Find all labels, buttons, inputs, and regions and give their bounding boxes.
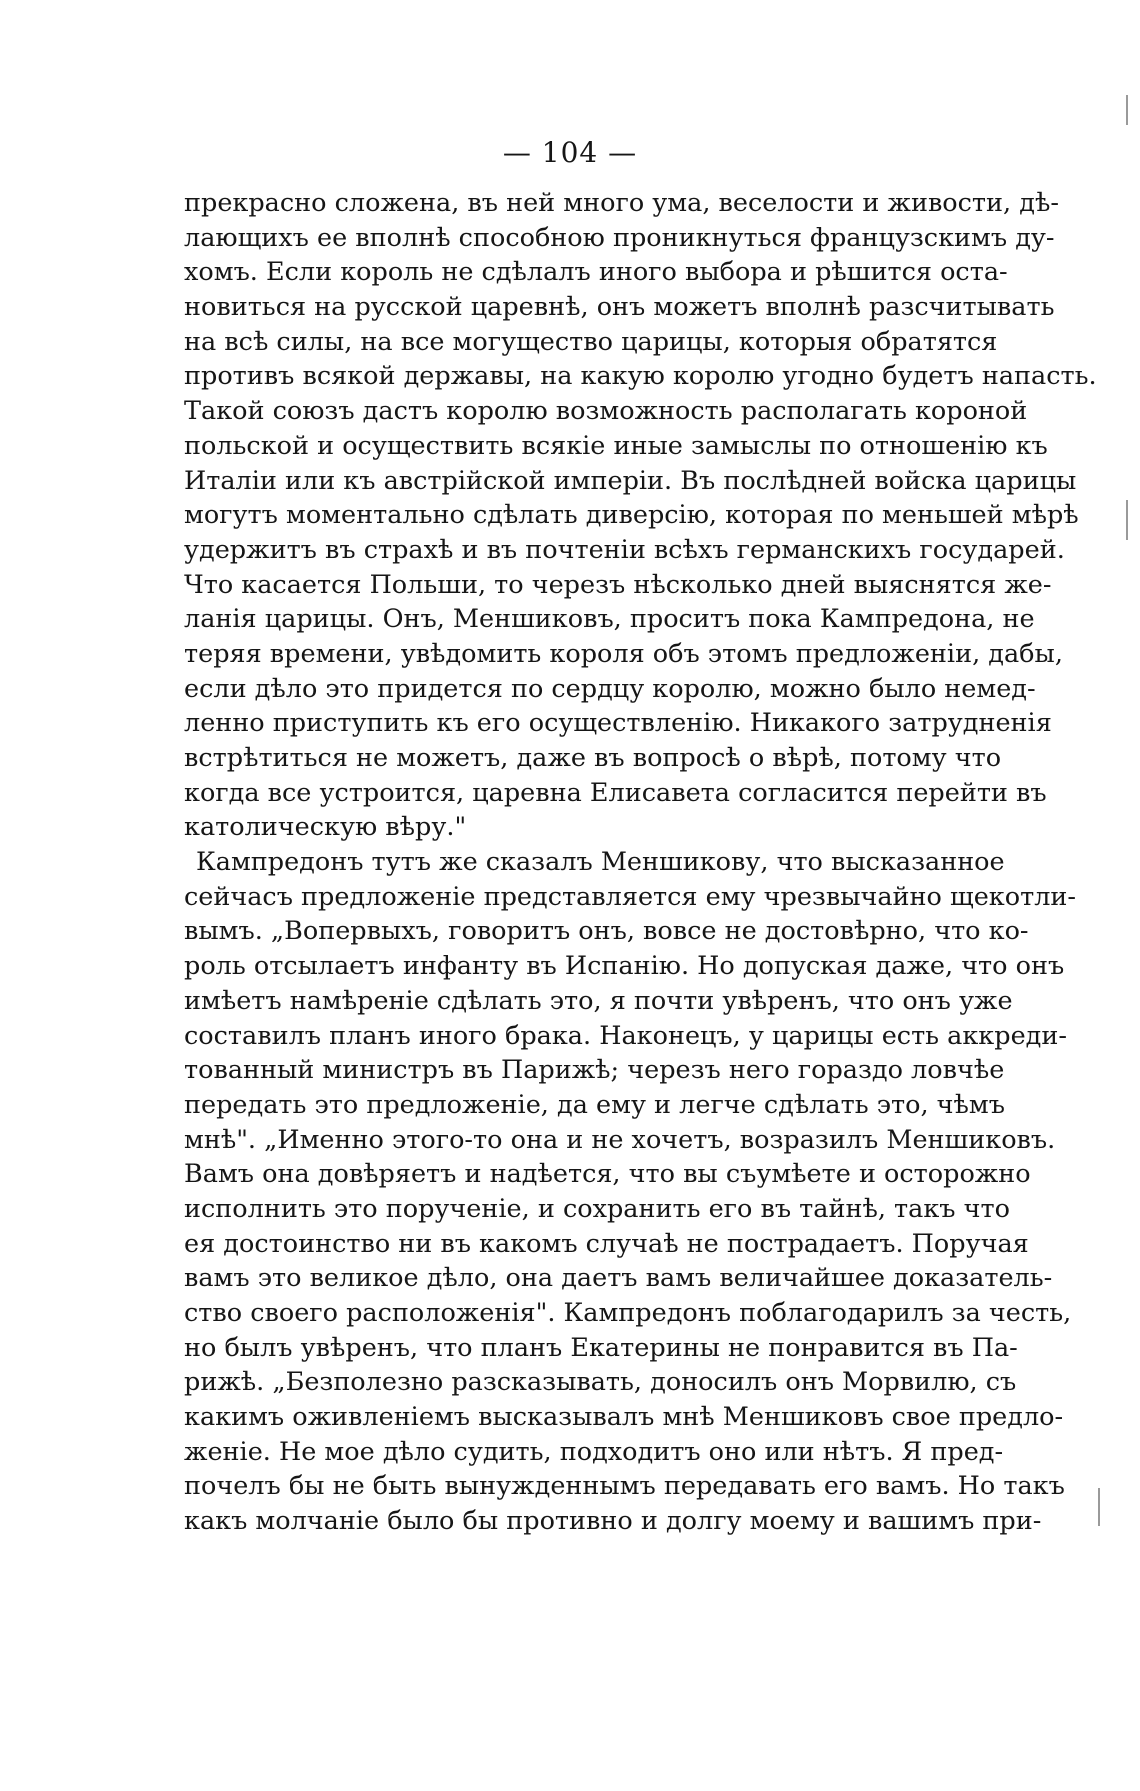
text-line: составилъ планъ иного брака. Наконецъ, у царицы есть аккреди- xyxy=(184,1020,1067,1051)
text-line: если дѣло это придется по сердцу королю, можно было немед- xyxy=(184,673,1036,704)
text-line: Кампредонъ тутъ же сказалъ Меншикову, что высказанное xyxy=(196,847,1005,878)
text-line: теряя времени, увѣдомить короля объ этомъ предложеніи, дабы, xyxy=(184,638,1063,669)
text-line: удержитъ въ страхѣ и въ почтеніи всѣхъ германскихъ государей. xyxy=(184,534,1065,565)
scan-mark xyxy=(1126,95,1128,125)
text-line: Такой союзъ дастъ королю возможность располагать короной xyxy=(184,396,1028,427)
text-line: новиться на русской царевнѣ, онъ можетъ вполнѣ разсчитывать xyxy=(184,292,1055,323)
text-line: какъ молчаніе было бы противно и долгу моему и вашимъ при- xyxy=(184,1506,1042,1537)
text-line: ея достоинство ни въ какомъ случаѣ не пострадаетъ. Поручая xyxy=(184,1228,1029,1259)
text-line: ство своего расположенія". Кампредонъ поблагодарилъ за честь, xyxy=(184,1298,1072,1328)
text-line: католическую вѣру." xyxy=(184,812,467,843)
text-line: ланія царицы. Онъ, Меншиковъ, проситъ пока Кампредона, не xyxy=(184,604,1035,635)
text-line: вамъ это великое дѣло, она даетъ вамъ величайшее доказатель- xyxy=(184,1263,1053,1294)
text-line: роль отсылаетъ инфанту въ Испанію. Но допуская даже, что онъ xyxy=(184,951,1065,982)
text-line: на всѣ силы, на все могущество царицы, которыя обратятся xyxy=(184,326,998,357)
scan-mark xyxy=(1126,500,1128,540)
text-line: женіе. Не мое дѣло судить, подходитъ оно или нѣтъ. Я пред- xyxy=(184,1436,1004,1467)
text-line: могутъ моментально сдѣлать диверсію, которая по меньшей мѣрѣ xyxy=(184,500,1079,531)
text-line: исполнить это порученіе, и сохранить его въ тайнѣ, такъ что xyxy=(184,1193,1010,1224)
text-line: прекрасно сложена, въ ней много ума, веселости и живости, дѣ- xyxy=(184,188,1059,218)
scan-mark xyxy=(1098,1488,1100,1526)
text-line: противъ всякой державы, на какую королю угодно будетъ напасть. xyxy=(184,361,1097,392)
text-line: польской и осуществить всякіе иные замыслы по отношенію къ xyxy=(184,430,1048,461)
text-line: но былъ увѣренъ, что планъ Екатерины не понравится въ Па- xyxy=(184,1332,1018,1363)
text-line: лающихъ ее вполнѣ способною проникнуться французскимъ ду- xyxy=(184,222,1055,253)
text-line: Италіи или къ австрійской имперіи. Въ послѣдней войска царицы xyxy=(184,465,1077,496)
text-line: передать это предложеніе, да ему и легче сдѣлать это, чѣмъ xyxy=(184,1089,1005,1120)
text-line: встрѣтиться не можетъ, даже въ вопросѣ о вѣрѣ, потому что xyxy=(184,743,1002,773)
text-line: Вамъ она довѣряетъ и надѣется, что вы съумѣете и осторожно xyxy=(184,1159,1031,1190)
text-line: тованный министръ въ Парижѣ; черезъ него гораздо ловчѣе xyxy=(184,1055,1005,1086)
text-line: Что касается Польши, то черезъ нѣсколько дней выяснятся же- xyxy=(184,569,1052,600)
text-line: мнѣ". „Именно этого-то она и не хочетъ, возразилъ Меншиковъ. xyxy=(184,1124,1056,1155)
text-line: ленно приступить къ его осуществленію. Никакого затрудненія xyxy=(184,708,1052,739)
text-line: вымъ. „Вопервыхъ, говоритъ онъ, вовсе не достовѣрно, что ко- xyxy=(184,916,1029,947)
text-line: хомъ. Если король не сдѣлалъ иного выбора и рѣшится оста- xyxy=(184,257,1008,288)
text-line: сейчасъ предложеніе представляется ему чрезвычайно щекотли- xyxy=(184,881,1077,912)
page-number: — 104 — xyxy=(502,136,638,169)
text-line: имѣетъ намѣреніе сдѣлать это, я почти увѣренъ, что онъ уже xyxy=(184,985,1013,1016)
text-line: какимъ оживленіемъ высказывалъ мнѣ Меншиковъ свое предло- xyxy=(184,1402,1064,1433)
body-text xyxy=(184,186,1097,1539)
text-line: рижѣ. „Безполезно разсказывать, доносилъ онъ Морвилю, съ xyxy=(184,1367,1017,1398)
text-line: когда все устроится, царевна Елисавета согласится перейти въ xyxy=(184,777,1047,808)
text-line: почелъ бы не быть вынужденнымъ передавать его вамъ. Но такъ xyxy=(184,1471,1065,1502)
